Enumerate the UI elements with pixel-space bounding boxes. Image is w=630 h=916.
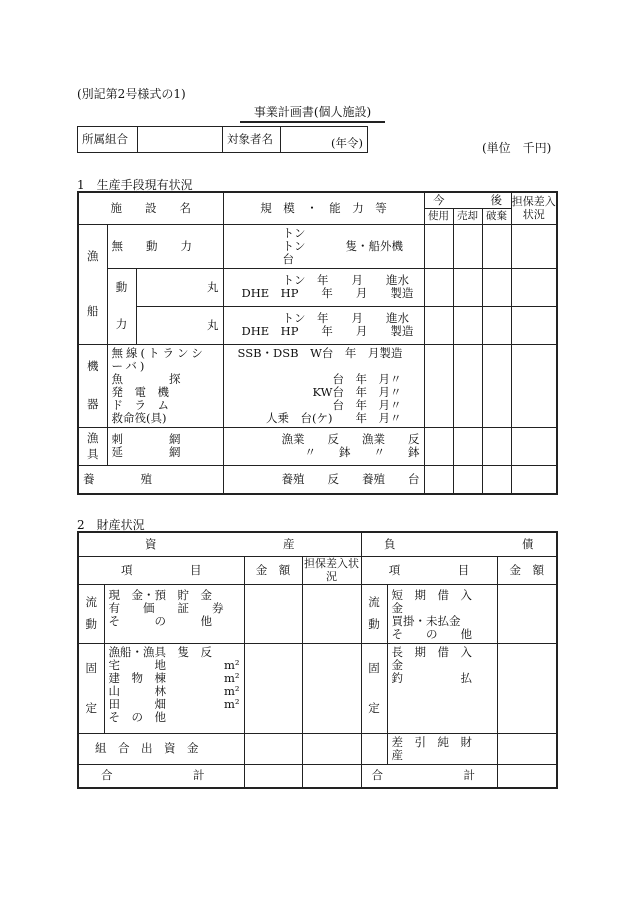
fixed-liab-items: 長 期 借 入 金 釣 払 (387, 643, 497, 733)
boat-spec-2[interactable]: トン 年 月 進水 DHE HP 年 月 製造 (223, 306, 424, 344)
liab-amount-header: 金 額 (497, 556, 557, 584)
gear-names: 刺 網 延 網 (107, 427, 223, 465)
boat-spec-1[interactable]: トン 年 月 進水 DHE HP 年 月 製造 (223, 268, 424, 306)
boat-name-1[interactable]: 丸 (136, 268, 223, 306)
assets-item-header: 項 目 (78, 556, 244, 584)
net-assets-label: 差 引 純 財 産 (387, 733, 497, 764)
fixed-assets-items: 漁船・漁具 隻 反 宅 地 m² 建 物 棟 m² 山 林 m² 田 畑 m² そ の 他 (104, 643, 244, 733)
unpowered-label: 無 動 力 (107, 224, 223, 268)
col-facility: 施 設 名 (78, 192, 223, 224)
unit-label: (単位 千円) (482, 141, 552, 155)
fixed-assets-label: 固 定 (85, 660, 97, 715)
header-table (77, 126, 368, 153)
age-note[interactable]: (年令) (281, 127, 368, 153)
liab-item-header: 項 目 (361, 556, 497, 584)
section1-title: 1 生産手段現有状況 (77, 178, 193, 192)
affiliation-label: 所属組合 (78, 127, 138, 153)
form-reference: (別記第2号様式の1) (77, 87, 186, 101)
col-scale: 規 模 ・ 能 力 等 (223, 192, 424, 224)
document-title: 事業計画書(個人施設) (240, 103, 385, 123)
machine-specs[interactable]: SSB・DSB W台 年 月製造 台 年 月〃 KW台 年 月〃 台 年 月〃 人乗 台(ケ) 年 月〃 (223, 344, 424, 427)
current-assets-items: 現 金・預 貯 金 有 価 証 券 そ の 他 (104, 584, 244, 643)
liabilities-header: 負 債 (361, 532, 557, 556)
property-table (77, 531, 558, 789)
aquaculture-spec[interactable]: 養殖 反 養殖 台 (223, 465, 424, 494)
total-assets-label: 合 計 (78, 764, 244, 788)
boats-label: 漁 船 (87, 249, 99, 318)
col-discard: 破棄 (482, 208, 511, 224)
col-collateral: 担保差入状況 (511, 192, 557, 224)
powered-label: 動 力 (115, 280, 128, 331)
affiliation-field[interactable] (138, 127, 223, 153)
assets-header: 資 産 (78, 532, 361, 556)
unpowered-spec[interactable]: トン トン 隻・船外機 台 (223, 224, 424, 268)
current-assets-label: 流 動 (85, 595, 97, 631)
assets-amount-header: 金 額 (244, 556, 302, 584)
col-use: 使用 (424, 208, 453, 224)
section2-title: 2 財産状況 (77, 518, 145, 532)
fixed-liab-label: 固 定 (368, 660, 380, 715)
col-future: 今 後 (424, 192, 511, 208)
assets-collateral-header: 担保差入状況 (304, 557, 359, 583)
col-sell: 売却 (453, 208, 482, 224)
gear-specs[interactable]: 漁業 反 漁業 反 〃 鉢 〃 鉢 (223, 427, 424, 465)
gear-label: 漁 具 (87, 430, 99, 461)
boat-name-2[interactable]: 丸 (136, 306, 223, 344)
current-liab-items: 短 期 借 入 金 買掛・未払金 そ の 他 (387, 584, 497, 643)
target-label: 対象者名 (223, 127, 281, 153)
aquaculture-label: 養 殖 (78, 465, 223, 494)
current-liab-label: 流 動 (368, 595, 380, 631)
machines-label: 機 器 (87, 359, 99, 411)
assets-table (77, 191, 558, 495)
total-liab-label: 合 計 (361, 764, 497, 788)
capital-label: 組 合 出 資 金 (78, 733, 244, 764)
machine-names: 無線(トランシーバ) 魚 探 発 電 機 ド ラ ム 救命筏(具) (107, 344, 223, 427)
